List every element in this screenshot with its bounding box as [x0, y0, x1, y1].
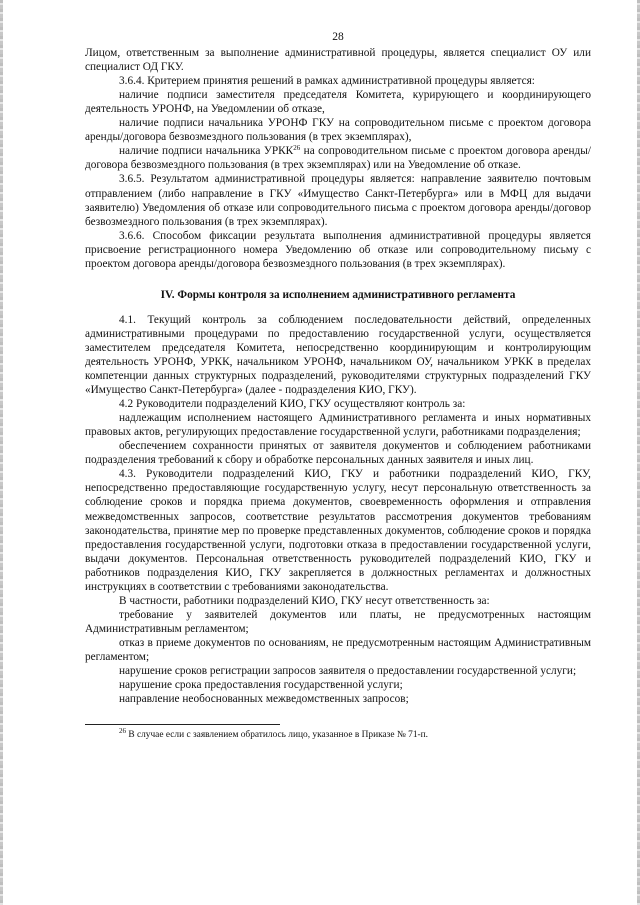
paragraph: 4.3. Руководители подразделений КИО, ГКУ и работники подразделений КИО, ГКУ, непосредственно предоставляющие государственную услугу, несут персональную ответственность за соблюдение сроков и порядка приема документов, своевременность оформления и отправления межведомственных запросов, соответствие результатов рассмотрения документов требованиям законодательства, принятие мер по проверке представленных документов, соблюдение сроков и порядка предоставления государственной услуги, подготовки отказа в предоставлении государственной услуги, выдачи документов. Персональная ответственность руководителей подразделений КИО, ГКУ и работников подразделения КИО, ГКУ закрепляется в должностных регламентах и должностных инструкциях в соответствии с требованиями законодательства. — [85, 468, 591, 593]
document-page — [85, 30, 591, 741]
footnote — [119, 729, 591, 741]
paragraph — [85, 144, 591, 172]
footnote-reference: 26 — [293, 144, 301, 153]
footnote-divider — [85, 724, 280, 725]
scan-edge-left — [0, 0, 3, 905]
paragraph: наличие подписи заместителя председателя Комитета, курирующего и координирующего деятельность УРОНФ, на Уведомлении об отказе, — [85, 89, 591, 116]
paragraph-text: наличие подписи начальника УРКК — [119, 145, 294, 158]
paragraph: требование у заявителей документов или платы, не предусмотренных настоящим Административным регламентом; — [85, 608, 591, 635]
footnote-number: 26 — [119, 727, 126, 736]
section-title: IV. Формы контроля за исполнением административного регламента — [160, 288, 516, 301]
paragraph: 4.1. Текущий контроль за соблюдением последовательности действий, определенных административными процедурами по предоставлению государственной услуги, осуществляется заместителем председателя Комитета, непосредственно координирующим и контролирующим деятельность УРОНФ, УРКК, начальником УРОНФ, начальником ОУ, начальником УРКК в пределах компетенции данных структурных подразделений, руководителями структурных подразделений ГКУ «Имущество Санкт-Петербурга» (далее - подразделения КИО, ГКУ). — [85, 313, 591, 397]
paragraph: В частности, работники подразделений КИО, ГКУ несут ответственность за: — [119, 594, 490, 607]
paragraph: 3.6.4. Критерием принятия решений в рамках административной процедуры является: — [119, 75, 535, 88]
paragraph: надлежащим исполнением настоящего Административного регламента и иных нормативных правовых актов, регулирующих предоставление государственной услуги, работниками подразделения; — [85, 412, 591, 439]
paragraph: 4.2 Руководители подразделений КИО, ГКУ осуществляют контроль за: — [119, 398, 466, 411]
paragraph: отказ в приеме документов по основаниям, не предусмотренным настоящим Административным регламентом; — [85, 636, 591, 663]
page-number: 28 — [332, 31, 344, 43]
paragraph: 3.6.6. Способом фиксации результата выполнения административной процедуры является присвоение регистрационного номера Уведомлению об отказе или сопроводительному письму с проектом договора аренды/договора безвозмездного пользования (в трех экземплярах). — [85, 229, 591, 270]
paragraph: Лицом, ответственным за выполнение административной процедуры, является специалист ОУ или специалист ОД ГКУ. — [85, 47, 591, 74]
paragraph: направление необоснованных межведомственных запросов; — [119, 693, 409, 706]
paragraph: нарушение сроков регистрации запросов заявителя о предоставлении государственной услуги; — [119, 665, 577, 678]
paragraph-text: на сопроводительном письме с проектом договора аренды/договора безвозмездного пользования (в трех экземплярах) или на Уведомление об отказе. — [85, 145, 591, 172]
paragraph: 3.6.5. Результатом административной процедуры является: направление заявителю почтовым отправлением (либо направление в ГКУ «Имущество Санкт-Петербурга» или в МФЦ для выдачи заявителю) Уведомления об отказе или сопроводительного письма с проектом договора аренды/договор безвозмездного пользования (в трех экземплярах). — [85, 173, 591, 228]
paragraph: нарушение срока предоставления государственной услуги; — [119, 679, 403, 692]
paragraph: обеспечением сохранности принятых от заявителя документов и соблюдением работниками подразделения требований к сбору и обработке персональных данных заявителя и иных лиц. — [85, 440, 591, 467]
footnote-text: В случае если с заявлением обратилось лицо, указанное в Приказе № 71-п. — [126, 730, 429, 741]
paragraph: наличие подписи начальника УРОНФ ГКУ на сопроводительном письме с проектом договора аренды/договора безвозмездного пользования (в трех экземплярах), — [85, 117, 591, 144]
